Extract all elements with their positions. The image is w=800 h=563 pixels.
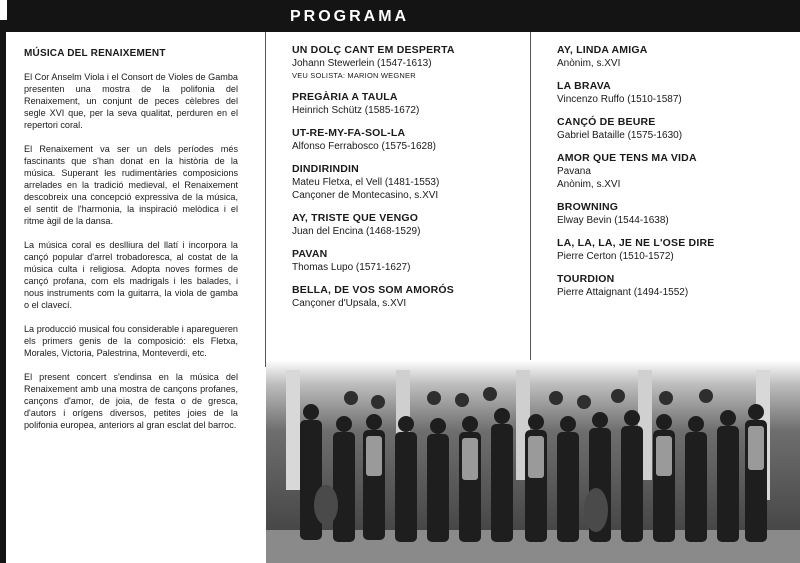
program-item bbox=[557, 273, 797, 299]
program-item bbox=[557, 80, 797, 106]
piece-title: UT-RE-MY-FA-SOL-LA bbox=[292, 127, 406, 139]
piece-composer: Thomas Lupo (1571-1627) bbox=[292, 262, 411, 273]
program-item bbox=[292, 284, 532, 310]
program-item bbox=[557, 152, 797, 191]
piece-source: Cançoner d'Upsala, s.XVI bbox=[292, 298, 407, 309]
program-item bbox=[557, 44, 797, 70]
piece-form: Pavana bbox=[557, 166, 591, 177]
piece-source: Cançoner de Montecasino, s.XVI bbox=[292, 190, 439, 201]
program-item bbox=[557, 201, 797, 227]
intro-paragraph: La producció musical fou considerable i aparegueren els primers genis de la composició: els Fletxa, Morales, Victoria, Palestrina, Monteverdi, etc. bbox=[24, 324, 238, 358]
piece-title: TOURDION bbox=[557, 273, 615, 285]
intro-paragraph: La música coral es deslliura del llatí i incorpora la cançó popular d'arrel trobadoresca, al costat de la música culta i religiosa. Adopta noves formes de cançó profana, com els madrigals i les balades, i nous instruments com la guitarra, la viola de gamba o el clavecí. bbox=[24, 240, 238, 310]
piece-title: PAVAN bbox=[292, 248, 328, 260]
intro-column bbox=[24, 48, 238, 443]
program-item bbox=[292, 44, 532, 81]
program-column-right bbox=[557, 44, 797, 309]
page-title: PROGRAMA bbox=[290, 8, 410, 25]
left-border bbox=[0, 32, 6, 563]
intro-paragraph: El present concert s'endinsa en la música del Renaixement amb una mostra de cançons profanes, cançons d'amor, de joia, de festa o de gresca, d'autors i orígens diversos, petites joies de la polifonia europea, anteriors al gran esclat del barroc. bbox=[24, 372, 238, 430]
piece-composer: Alfonso Ferrabosco (1575-1628) bbox=[292, 141, 436, 152]
piece-title: AY, LINDA AMIGA bbox=[557, 44, 648, 56]
program-item bbox=[557, 237, 797, 263]
intro-paragraph: El Renaixement va ser un dels períodes més fascinants que s'han donat en la història de la música. Superant les rudimentàries composicions arrelades en la tradició medieval, el Renaixement descobreix una concepció expressiva de la música, el sentit de l'harmonia, la inspiració melòdica i el ritme àgil de la dansa. bbox=[24, 144, 238, 226]
piece-title: DINDIRINDIN bbox=[292, 163, 359, 175]
piece-composer: Pierre Attaignant (1494-1552) bbox=[557, 287, 689, 298]
piece-composer: Gabriel Bataille (1575-1630) bbox=[557, 130, 683, 141]
piece-title: CANÇÓ DE BEURE bbox=[557, 116, 656, 128]
program-item bbox=[292, 212, 532, 238]
logo-mark bbox=[0, 0, 7, 20]
header-bar bbox=[0, 0, 800, 32]
piece-composer: Johann Stewerlein (1547-1613) bbox=[292, 58, 432, 69]
piece-title: UN DOLÇ CANT EM DESPERTA bbox=[292, 44, 455, 56]
intro-paragraph: El Cor Anselm Viola i el Consort de Violes de Gamba presenten una mostra de la polifonia del Renaixement, un conjunt de peces cèlebres del segle XVI que, per la seva qualitat, perduren en el repertori coral. bbox=[24, 72, 238, 130]
piece-composer: Pierre Certon (1510-1572) bbox=[557, 251, 674, 262]
piece-title: BROWNING bbox=[557, 201, 619, 213]
piece-title: AY, TRISTE QUE VENGO bbox=[292, 212, 419, 224]
piece-title: PREGÀRIA A TAULA bbox=[292, 91, 398, 103]
program-item bbox=[292, 248, 532, 274]
piece-title: BELLA, DE VOS SOM AMORÓS bbox=[292, 284, 454, 296]
piece-composer: Mateu Fletxa, el Vell (1481-1553) bbox=[292, 177, 440, 188]
choir-group-photo bbox=[266, 360, 800, 563]
intro-heading: MÚSICA DEL RENAIXEMENT bbox=[24, 48, 166, 59]
program-item bbox=[557, 116, 797, 142]
piece-title: LA, LA, LA, JE NE L'OSE DIRE bbox=[557, 237, 715, 249]
column-divider bbox=[265, 32, 266, 367]
piece-composer: Anònim, s.XVI bbox=[557, 58, 621, 69]
piece-composer: Anònim, s.XVI bbox=[557, 179, 621, 190]
program-item bbox=[292, 163, 532, 202]
piece-composer: Juan del Encina (1468-1529) bbox=[292, 226, 421, 237]
program-item bbox=[292, 91, 532, 117]
piece-composer: Elway Bevin (1544-1638) bbox=[557, 215, 669, 226]
piece-composer: Heinrich Schütz (1585-1672) bbox=[292, 105, 420, 116]
piece-title: AMOR QUE TENS MA VIDA bbox=[557, 152, 697, 164]
program-column-middle bbox=[292, 44, 532, 320]
piece-soloist: VEU SOLISTA: MARION WEGNER bbox=[292, 71, 416, 80]
program-item bbox=[292, 127, 532, 153]
piece-composer: Vincenzo Ruffo (1510-1587) bbox=[557, 94, 682, 105]
piece-title: LA BRAVA bbox=[557, 80, 611, 92]
